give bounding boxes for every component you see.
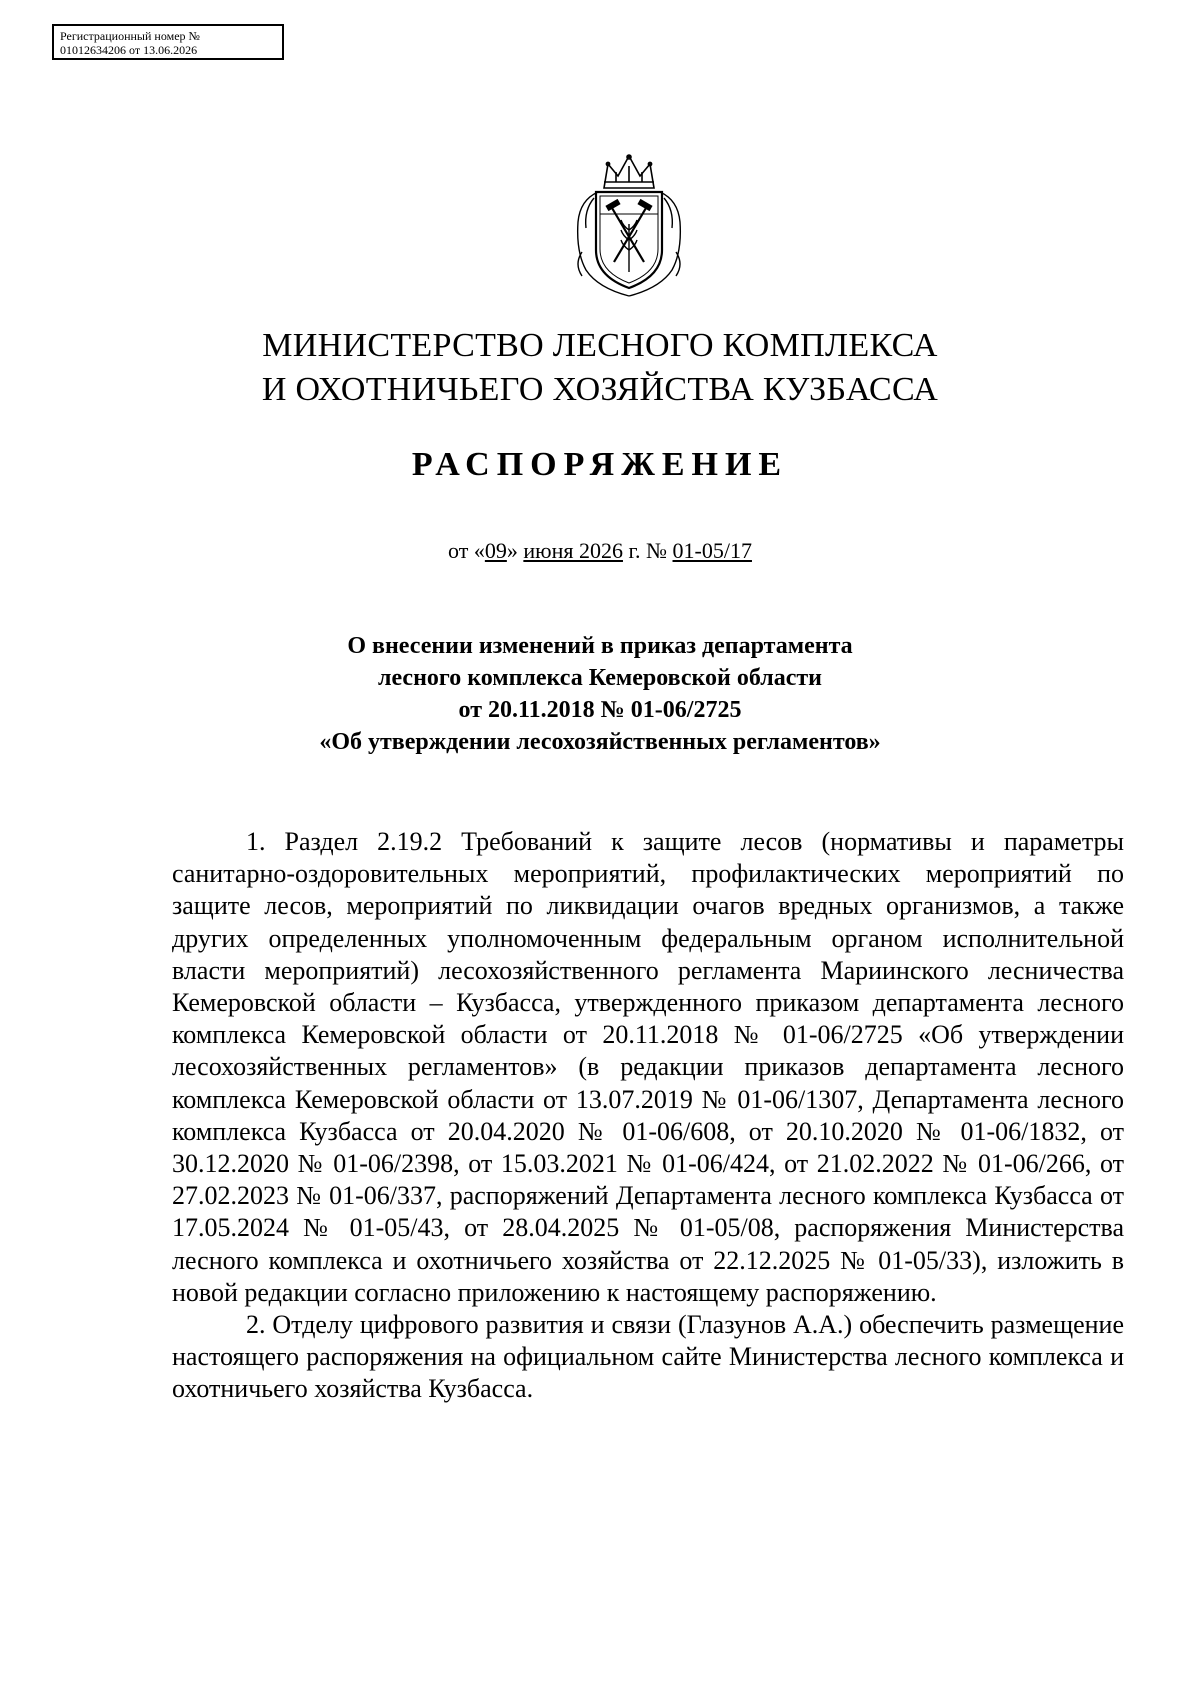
date-suffix: г. №	[622, 538, 673, 563]
document-number: 01-05/17	[672, 538, 752, 563]
ministry-name	[0, 324, 1200, 412]
subject-line-2: лесного комплекса Кемеровской области	[378, 665, 822, 691]
body-paragraph-1: 1. Раздел 2.19.2 Требований к защите лесов (нормативы и параметры санитарно-оздоровительных мероприятий, профилактических мероприятий по защите лесов, мероприятий по ликвидации очагов вредных организмов, а также других определенных уполномоченным федеральным органом исполнительной власти мероприятий) лесохозяйственного регламента Мариинского лесничества Кемеровской области – Кузбасса, утвержденного приказом департамента лесного комплекса Кемеровской области от 20.11.2018 № 01-06/2725 «Об утверждении лесохозяйственных регламентов» (в редакции приказов департамента лесного комплекса Кемеровской области от 13.07.2019 № 01-06/1307, Департамента лесного комплекса Кузбасса от 20.04.2020 № 01-06/608, от 20.10.2020 № 01-06/1832, от 30.12.2020 № 01-06/2398, от 15.03.2021 № 01-06/424, от 21.02.2022 № 01-06/266, от 27.02.2023 № 01-06/337, распоряжений Департамента лесного комплекса Кузбасса от 17.05.2024 № 01-05/43, от 28.04.2025 № 01-05/08, распоряжения Министерства лесного комплекса и охотничьего хозяйства от 22.12.2025 № 01-05/33), изложить в новой редакции согласно приложению к настоящему распоряжению.	[172, 827, 1124, 1307]
registration-stamp	[52, 24, 284, 60]
subject-line-1: О внесении изменений в приказ департамента	[347, 633, 853, 659]
date-day: 09	[484, 538, 507, 563]
subject-line-3: от 20.11.2018 № 01-06/2725	[458, 697, 742, 723]
date-month-year: июня 2026	[523, 538, 623, 563]
date-prefix: от «	[448, 538, 485, 563]
document-type-title: РАСПОРЯЖЕНИЕ	[411, 446, 789, 483]
document-body	[172, 826, 1124, 1406]
ministry-line-1: МИНИСТЕРСТВО ЛЕСНОГО КОМПЛЕКСА	[262, 327, 938, 364]
subject-line-4: «Об утверждении лесохозяйственных регламентов»	[319, 729, 881, 755]
registration-number: 01012634206 от 13.06.2026	[60, 43, 198, 57]
document-subject	[0, 630, 1200, 758]
body-paragraph-2: 2. Отделу цифрового развития и связи (Глазунов А.А.) обеспечить размещение настоящего распоряжения на официальном сайте Министерства лесного комплекса и охотничьего хозяйства Кузбасса.	[172, 1310, 1124, 1404]
date-quote-close: »	[506, 538, 524, 563]
document-date-number	[0, 538, 1200, 564]
kuzbass-coat-of-arms-icon	[568, 152, 690, 300]
registration-label: Регистрационный номер №	[60, 29, 200, 43]
ministry-line-2: И ОХОТНИЧЬЕГО ХОЗЯЙСТВА КУЗБАССА	[261, 371, 939, 408]
